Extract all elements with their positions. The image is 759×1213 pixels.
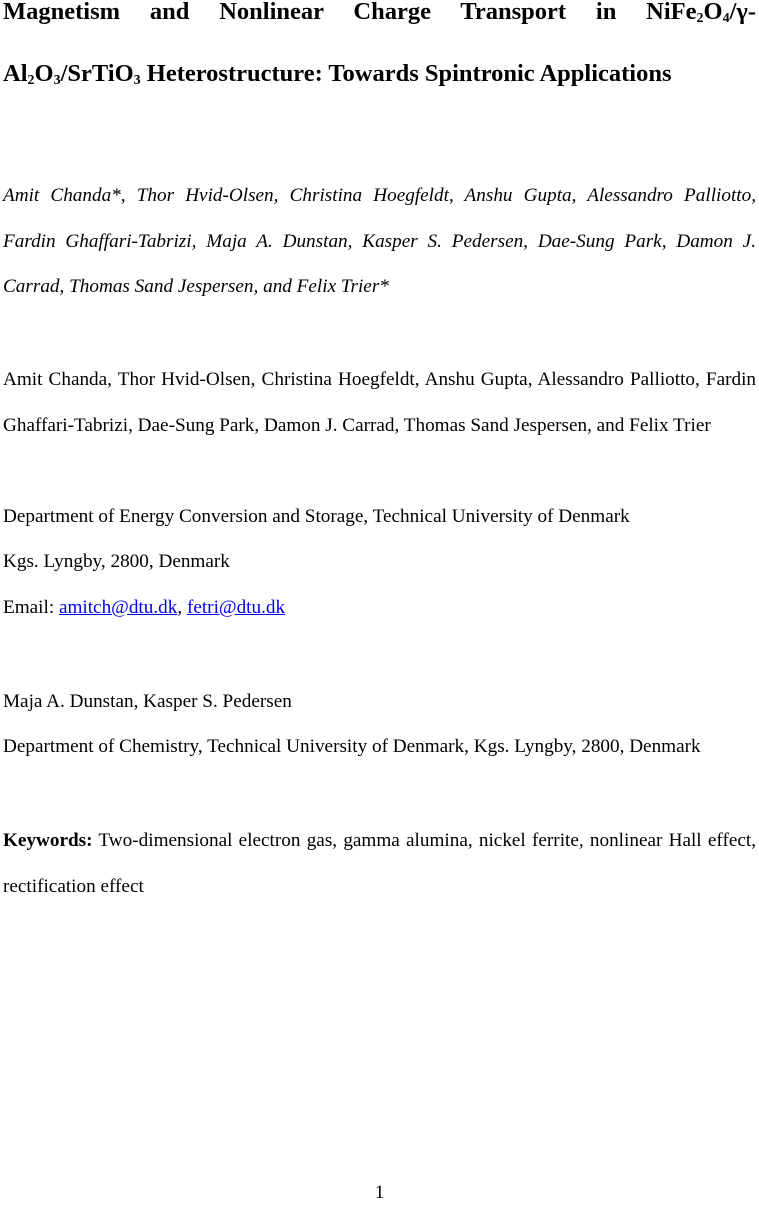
title-text: Al: [3, 60, 28, 87]
affiliation-department-chemistry: Department of Chemistry, Technical University of Denmark, Kgs. Lyngby, 2800, Denmark: [3, 736, 701, 757]
title-subscript: 2: [696, 11, 704, 26]
title-subscript: 3: [133, 73, 141, 88]
title-line-1: [3, 0, 756, 43]
page-number: 1: [374, 1182, 385, 1203]
title-line-2: [3, 43, 756, 105]
title-text: O: [34, 60, 54, 87]
title-text: /γ-: [729, 0, 756, 25]
email-line: [3, 585, 756, 631]
keywords-label: Keywords:: [3, 830, 93, 851]
affiliation-authors-energy: Amit Chanda, Thor Hvid-Olsen, Christina Hoegfeldt, Anshu Gupta, Alessandro Palliotto, Fardin Ghaffari-Tabrizi, Dae-Sung Park, Damon J. Carrad, Thomas Sand Jespersen, and Felix Trier: [3, 369, 756, 436]
title-subscript: 3: [53, 73, 61, 88]
affiliation-department-energy: Department of Energy Conversion and Storage, Technical University of Denmark: [3, 506, 630, 527]
email-separator: ,: [177, 597, 187, 618]
title-subscript: 4: [722, 11, 730, 26]
title-text: /SrTiO: [60, 60, 134, 87]
email-link-amitch[interactable]: amitch@dtu.dk: [58, 597, 178, 618]
affiliation-authors-chemistry: Maja A. Dunstan, Kasper S. Pedersen: [3, 691, 292, 712]
title-text: Heterostructure: Towards Spintronic Applications: [140, 60, 672, 87]
email-link-fetri[interactable]: fetri@dtu.dk: [186, 597, 286, 618]
paper-title: [3, 0, 756, 105]
title-text: Magnetism and Nonlinear Charge Transport in NiFe: [3, 0, 697, 25]
title-text: O: [703, 0, 723, 25]
title-subscript: 2: [27, 73, 35, 88]
email-label: Email:: [3, 597, 59, 618]
keywords-paragraph: [3, 818, 756, 909]
affiliation-address-energy: Kgs. Lyngby, 2800, Denmark: [3, 551, 230, 572]
keywords-text: Two-dimensional electron gas, gamma alumina, nickel ferrite, nonlinear Hall effect, rectification effect: [3, 830, 756, 897]
author-list: Amit Chanda*, Thor Hvid-Olsen, Christina Hoegfeldt, Anshu Gupta, Alessandro Palliotto, Fardin Ghaffari-Tabrizi, Maja A. Dunstan, Kasper S. Pedersen, Dae-Sung Park, Damon J. Carrad, Thomas Sand Jespersen, and Felix Trier*: [3, 185, 756, 297]
